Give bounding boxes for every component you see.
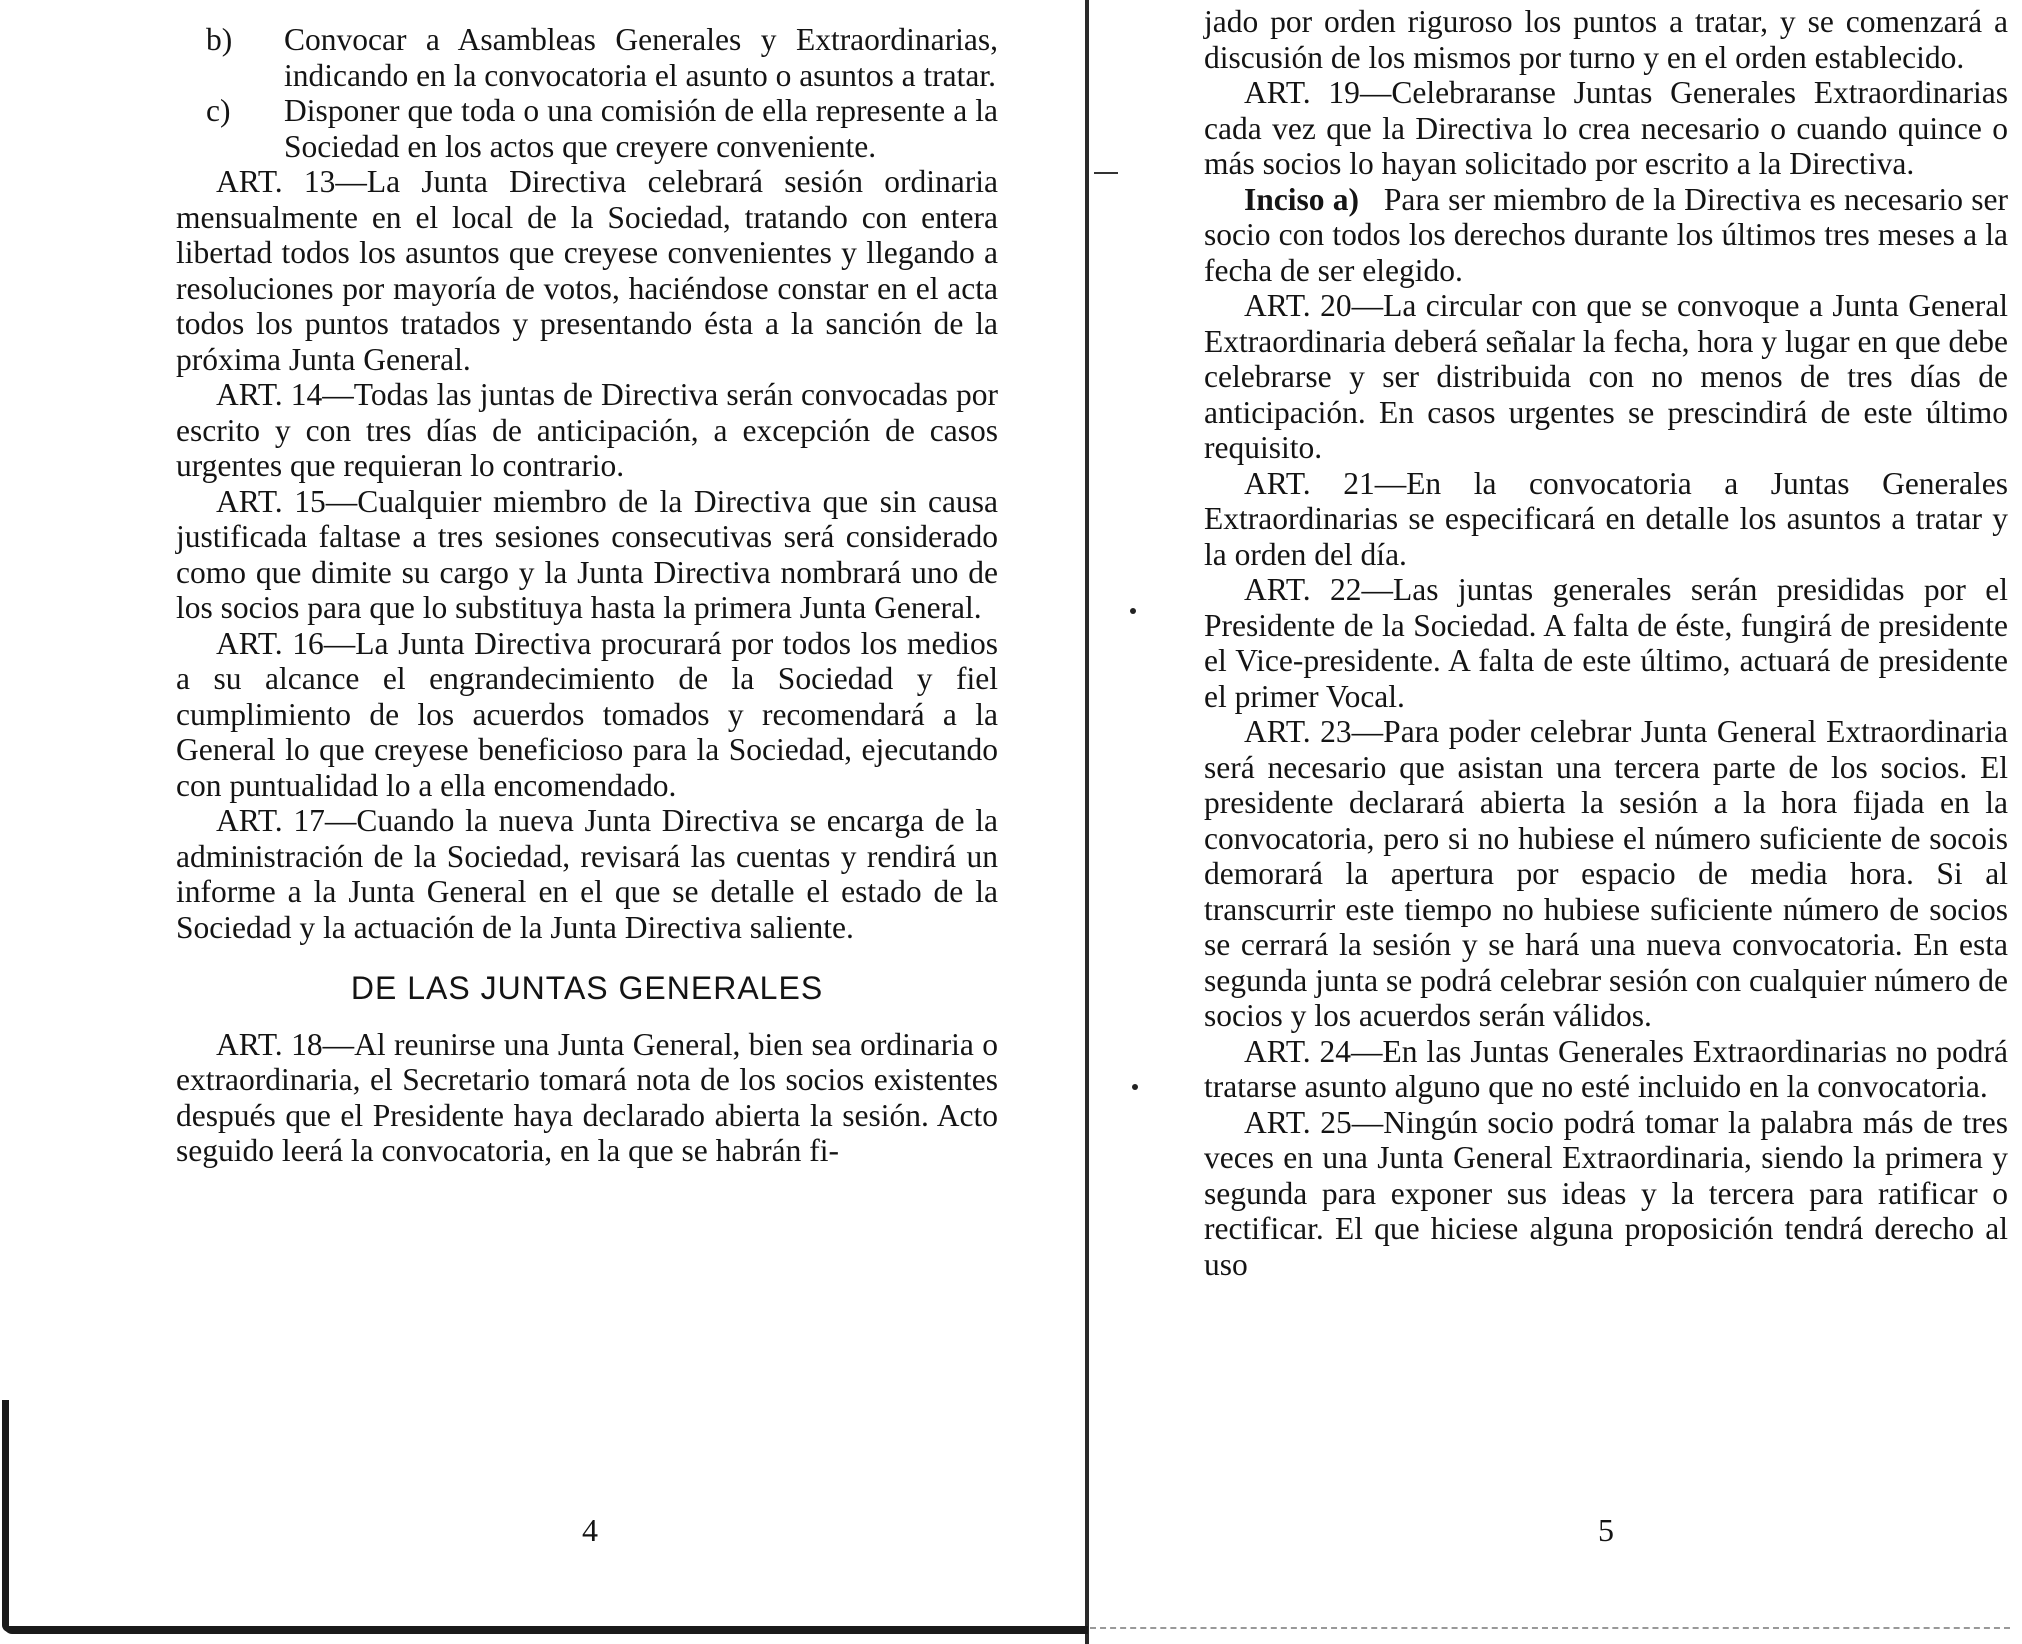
article-18-continuation: jado por orden riguroso los puntos a tratar, y se comenzará a discusión de los mismos por turno y en el orden establecido. (1204, 4, 2008, 75)
list-item-text: Disponer que toda o una comisión de ella represente a la Sociedad en los actos que creyere conveniente. (284, 93, 998, 164)
inciso-label: Inciso a) (1244, 181, 1360, 217)
article-21: ART. 21—En la convocatoria a Juntas Generales Extraordinarias se especificará en detalle los asuntos a tratar y la orden del día. (1204, 465, 2008, 572)
article-22: ART. 22—Las juntas generales serán presididas por el Presidente de la Sociedad. A falta de éste, fungirá de presidente el Vice-presidente. A falta de este último, actuará de presidente el primer Vocal. (1204, 572, 2008, 714)
article-20: ART. 20—La circular con que se convoque a Junta General Extraordinaria deberá señalar la fecha, hora y lugar en que debe celebrarse y ser distribuida con no menos de tres días de anticipación. En casos urgentes se prescindirá de este último requisito. (1204, 288, 2008, 465)
article-16: ART. 16—La Junta Directiva procurará por todos los medios a su alcance el engrandecimiento de la Sociedad y fiel cumplimiento de los acuerdos tomados y recomendará a la General lo que creyese beneficioso para la Sociedad, ejecutando con puntualidad lo a ella encomendado. (176, 625, 998, 803)
article-18: ART. 18—Al reunirse una Junta General, bien sea ordinaria o extraordinaria, el Secretario tomará nota de los socios existentes después que el Presidente haya declarado abierta la sesión. Acto seguido leerá la convocatoria, en la que se habrán fi- (176, 1026, 998, 1168)
article-23: ART. 23—Para poder celebrar Junta General Extraordinaria será necesario que asistan una tercera parte de los socios. El presidente declarará abierta la sesión a la hora fijada en la convocatoria, pero si no hubiese el número suficiente de socois demorará la apertura por espacio de media hora. Si al transcurrir este tiempo no hubiese suficiente número de socios se cerrará la sesión y se hará una nueva convocatoria. En esta segunda junta se podrá celebrar sesión con cualquier número de socios y los acuerdos serán válidos. (1204, 714, 2008, 1033)
article-17: ART. 17—Cuando la nueva Junta Directiva se encarga de la administración de la Sociedad, revisará las cuentas y rendirá un informe a la Junta General en el que se detalle el estado de la Sociedad y la actuación de la Junta Directiva saliente. (176, 803, 998, 945)
page-number: 5 (1598, 1512, 1614, 1548)
right-page (1088, 0, 2022, 1644)
article-14: ART. 14—Todas las juntas de Directiva serán convocadas por escrito y con tres días de anticipación, a excepción de casos urgentes que requieran lo contrario. (176, 377, 998, 483)
list-item (206, 93, 998, 164)
list-item-letter: c) (206, 93, 231, 128)
list-item (206, 22, 998, 93)
article-24: ART. 24—En las Juntas Generales Extraordinarias no podrá tratarse asunto alguno que no esté incluido en la convocatoria. (1204, 1033, 2008, 1104)
inciso-a (1204, 182, 2008, 289)
article-13: ART. 13—La Junta Directiva celebrará sesión ordinaria mensualmente en el local de la Sociedad, tratando con entera libertad todos los asuntos que creyese convenientes y llegando a resoluciones por mayoría de votos, haciéndose constar en el acta todos los puntos tratados y presentando ésta a la sanción de la próxima Junta General. (176, 164, 998, 377)
page-number: 4 (582, 1512, 598, 1548)
article-25: ART. 25—Ningún socio podrá tomar la palabra más de tres veces en una Junta General Extraordinaria, siendo la primera y segunda para exponer sus ideas y la tercera para ratificar o rectificar. El que hiciese alguna proposición tendrá derecho al uso (1204, 1104, 2008, 1282)
right-page-body (1204, 4, 2008, 1282)
inciso-text: Para ser miembro de la Directiva es necesario ser socio con todos los derechos durante los últimos tres meses a la fecha de ser elegido. (1204, 181, 2008, 288)
left-page-body (176, 22, 998, 1169)
article-15: ART. 15—Cualquier miembro de la Directiva que sin causa justificada faltase a tres sesiones consecutivas será considerado como que dimite su cargo y la Junta Directiva nombrará uno de los socios para que lo substituya hasta la primera Junta General. (176, 483, 998, 625)
article-19: ART. 19—Celebraranse Juntas Generales Extraordinarias cada vez que la Directiva lo crea necesario o cuando quince o más socios lo hayan solicitado por escrito a la Directiva. (1204, 75, 2008, 181)
section-heading: DE LAS JUNTAS GENERALES (350, 970, 824, 1006)
list-item-letter: b) (206, 22, 233, 57)
list-item-text: Convocar a Asambleas Generales y Extraordinarias, indicando en la convocatoria el asunto o asuntos a tratar. (284, 22, 998, 93)
